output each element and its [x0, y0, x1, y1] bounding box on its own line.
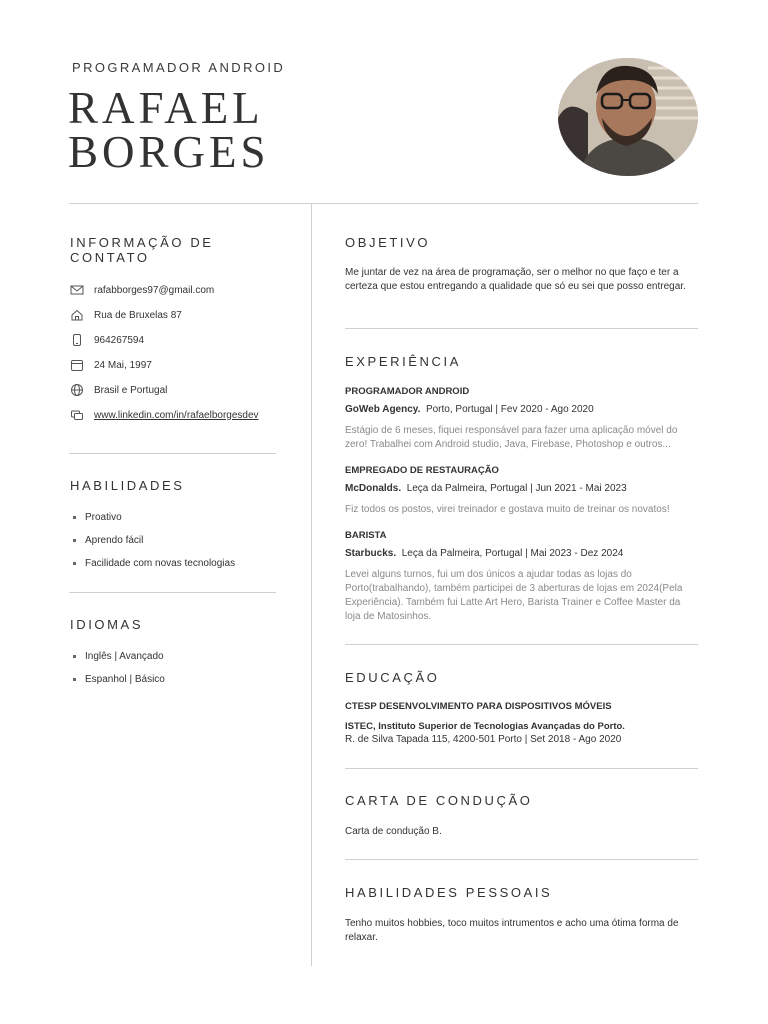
right-divider-1	[345, 328, 698, 329]
contact-birthdate	[70, 357, 152, 373]
first-name: RAFAEL	[68, 83, 264, 133]
education-heading: EDUCAÇÃO	[345, 670, 440, 685]
job-company-3: Starbucks. Leça da Palmeira, Portugal | Mai 2023 - Dez 2024	[345, 548, 624, 559]
globe-icon	[70, 383, 84, 397]
home-icon	[70, 308, 84, 322]
job-title: PROGRAMADOR ANDROID	[72, 60, 286, 75]
experience-heading: EXPERIÊNCIA	[345, 354, 462, 369]
right-divider-2	[345, 644, 698, 645]
job-company-2: McDonalds. Leça da Palmeira, Portugal | Jun 2021 - Mai 2023	[345, 483, 627, 494]
language-item: Inglês | Avançado	[73, 651, 164, 662]
languages-heading: IDIOMAS	[70, 617, 144, 632]
contact-heading: INFORMAÇÃO DE CONTATO	[70, 235, 214, 265]
contact-linkedin[interactable]	[70, 407, 259, 423]
education-details: R. de Silva Tapada 115, 4200-501 Porto | Set 2018 - Ago 2020	[345, 734, 622, 745]
left-divider-1	[69, 453, 276, 454]
objective-text: Me juntar de vez na área de programação, ser o melhor no que faço e ter a certeza que estou entregando a qualidade que só eu sei que posso entregar.	[345, 267, 686, 292]
last-name: BORGES	[68, 127, 270, 177]
right-divider-3	[345, 768, 698, 769]
skill-item: Aprendo fácil	[73, 535, 143, 546]
personal-skills-text: Tenho muitos hobbies, toco muitos intrumentos e acho uma ótima forma de relaxar.	[345, 918, 679, 943]
location-text: Brasil e Portugal	[94, 384, 168, 396]
profile-photo	[558, 58, 698, 176]
job-title-1: PROGRAMADOR ANDROID	[345, 386, 470, 397]
skills-heading: HABILIDADES	[70, 478, 185, 493]
contact-location	[70, 382, 167, 398]
job-description-3: Levei alguns turnos, fui um dos únicos a ajudar todas as lojas do Porto(trabalhando), também participei de 3 aberturas de lojas em 2024(Pela Experiência). Também fui Latte Art Hero, Barista Trainer e Coffee Master da loja de Matosinhos.	[345, 569, 683, 622]
link-icon	[70, 408, 84, 422]
license-heading: CARTA DE CONDUÇÃO	[345, 793, 533, 808]
column-divider	[311, 203, 312, 966]
contact-address	[70, 307, 182, 323]
right-divider-4	[345, 859, 698, 860]
skill-item: Facilidade com novas tecnologias	[73, 558, 235, 569]
address-text: Rua de Bruxelas 87	[94, 309, 182, 321]
job-description-1: Estágio de 6 meses, fiquei responsável para fazer uma aplicação móvel do zero! Trabalhei com Android studio, Java, Firebase, Photoshop e outros...	[345, 425, 678, 450]
education-school: ISTEC, Instituto Superior de Tecnologias Avançadas do Porto.	[345, 721, 625, 732]
personal-skills-heading: HABILIDADES PESSOAIS	[345, 885, 553, 900]
job-description-2: Fiz todos os postos, virei treinador e gostava muito de treinar os novatos!	[345, 504, 670, 515]
language-item: Espanhol | Básico	[73, 674, 165, 685]
email-text: rafabborges97@gmail.com	[94, 284, 215, 296]
education-degree: CTESP DESENVOLVIMENTO PARA DISPOSITIVOS MÓVEIS	[345, 701, 612, 712]
left-divider-2	[69, 592, 276, 593]
license-text: Carta de condução B.	[345, 826, 442, 837]
phone-text: 964267594	[94, 334, 145, 346]
header-divider	[69, 203, 698, 204]
objective-heading: OBJETIVO	[345, 235, 431, 250]
birthdate-text: 24 Mai, 1997	[94, 359, 152, 371]
mail-icon	[70, 283, 84, 297]
phone-icon	[70, 333, 84, 347]
job-title-2: EMPREGADO DE RESTAURAÇÃO	[345, 465, 499, 476]
calendar-icon	[70, 358, 84, 372]
contact-phone	[70, 332, 144, 348]
job-title-3: BARISTA	[345, 530, 387, 541]
contact-email	[70, 282, 214, 298]
job-company-1: GoWeb Agency. Porto, Portugal | Fev 2020 - Ago 2020	[345, 404, 594, 415]
skill-item: Proativo	[73, 512, 122, 523]
linkedin-link[interactable]: www.linkedin.com/in/rafaelborgesdev	[94, 409, 259, 421]
